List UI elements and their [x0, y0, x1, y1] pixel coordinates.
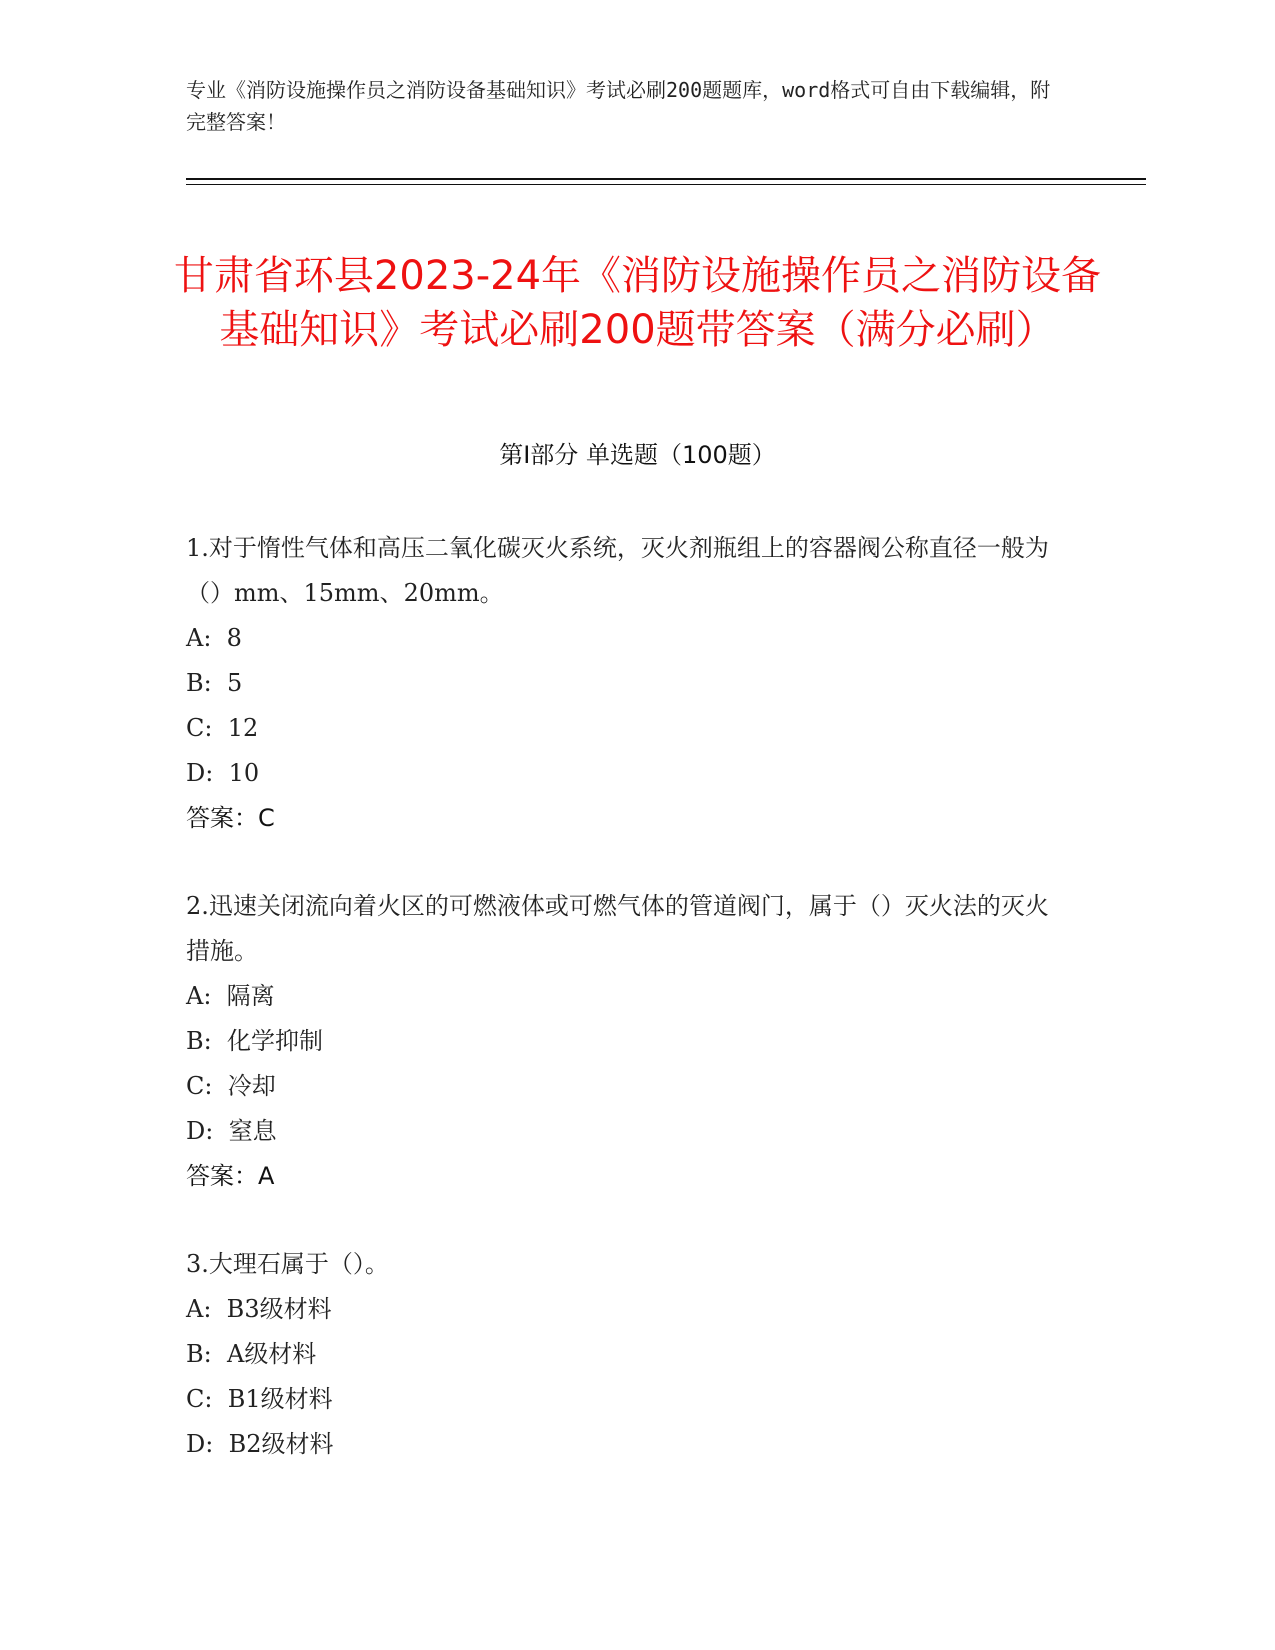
header-note: 专业《消防设施操作员之消防设备基础知识》考试必刷200题题库，word格式可自由下载编辑，附完整答案！: [186, 78, 1051, 134]
option-d: D: 10: [186, 759, 260, 787]
question-list: [186, 526, 1066, 1510]
answer-line: 答案：A: [186, 1162, 275, 1190]
option-a: A: B3级材料: [186, 1295, 332, 1323]
option-b: B: 5: [186, 669, 243, 697]
question-2: [186, 884, 1066, 1199]
question-stem: 3.大理石属于（）。: [186, 1250, 389, 1278]
option-c: C: 冷却: [186, 1072, 276, 1100]
question-3: [186, 1242, 1066, 1467]
question-stem: 1.对于惰性气体和高压二氧化碳灭火系统，灭火剂瓶组上的容器阀公称直径一般为（）mm、15mm、20mm。: [186, 534, 1049, 607]
option-b: B: 化学抑制: [186, 1027, 323, 1055]
option-b: B: A级材料: [186, 1340, 317, 1368]
header-divider-thick: [186, 178, 1146, 180]
question-stem: 2.迅速关闭流向着火区的可燃液体或可燃气体的管道阀门，属于（）灭火法的灭火措施。: [186, 892, 1049, 965]
header-divider-thin: [186, 184, 1146, 185]
document-title: 甘肃省环县2023-24年《消防设施操作员之消防设备基础知识》考试必刷200题带答案（满分必刷）: [173, 252, 1102, 353]
option-a: A: 8: [186, 624, 242, 652]
option-c: C: 12: [186, 714, 259, 742]
option-c: C: B1级材料: [186, 1385, 333, 1413]
option-a: A: 隔离: [186, 982, 275, 1010]
option-d: D: B2级材料: [186, 1430, 334, 1458]
option-d: D: 窒息: [186, 1117, 277, 1145]
section-heading: 第Ⅰ部分 单选题（100题）: [499, 441, 776, 469]
answer-line: 答案：C: [186, 804, 275, 832]
question-1: [186, 526, 1066, 841]
